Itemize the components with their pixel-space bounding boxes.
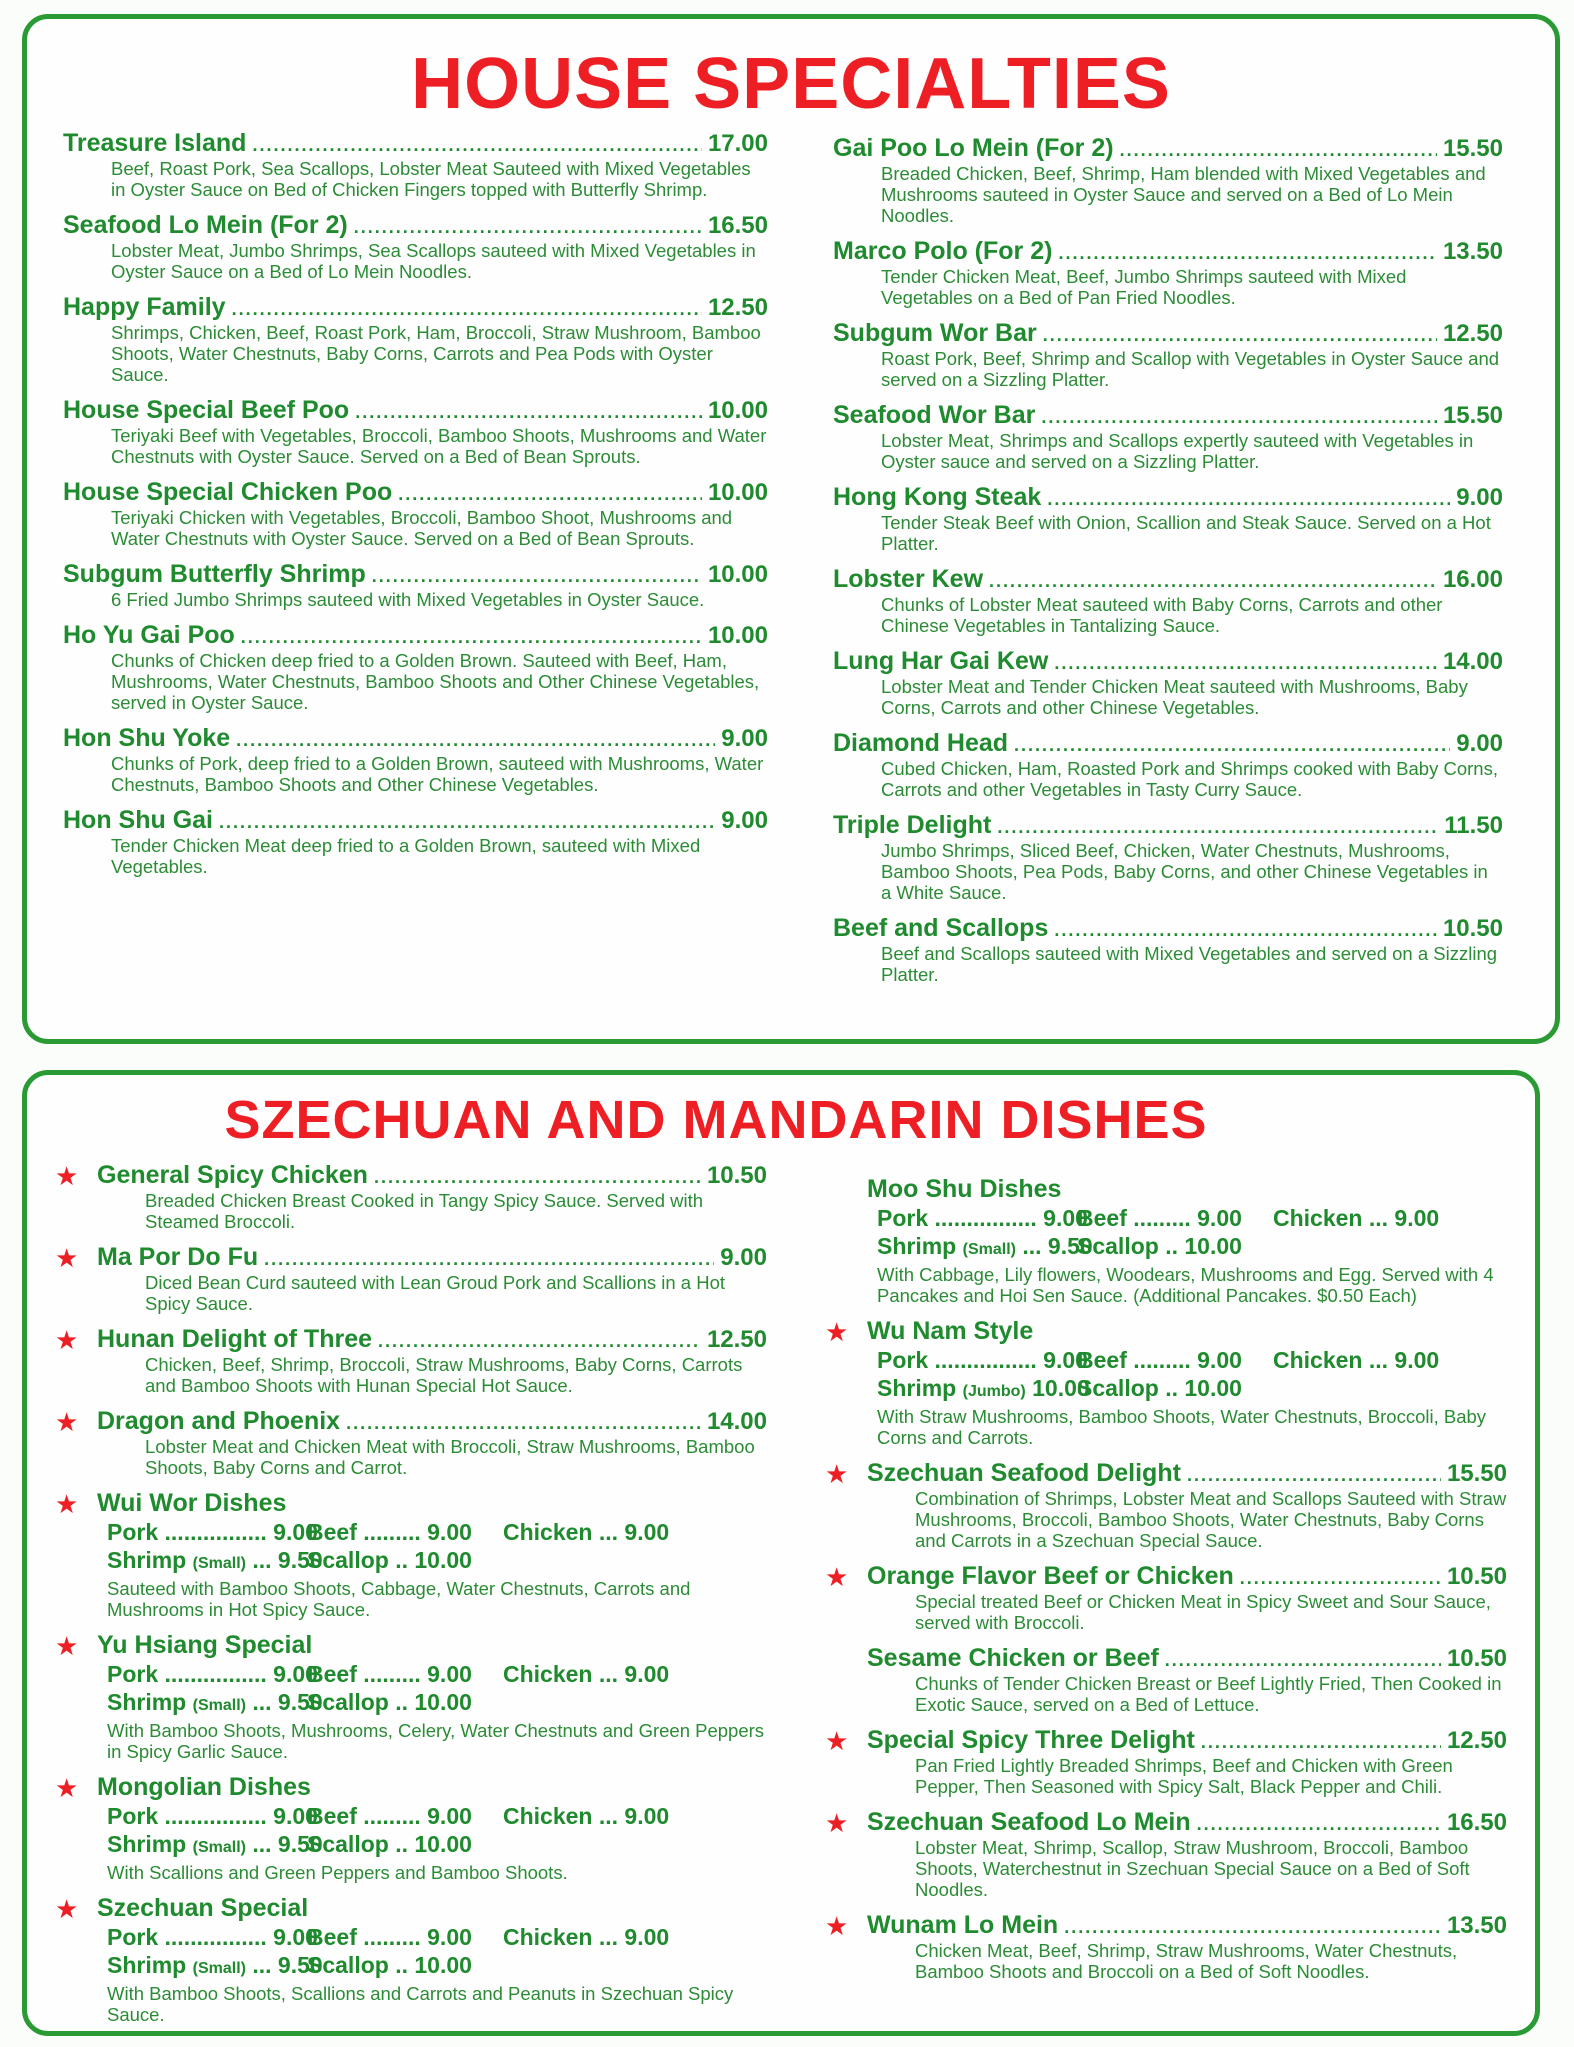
menu-item-description: Chunks of Pork, deep fried to a Golden Brown, sauteed with Mushrooms, Water Chestnuts, Bamboo Shoots and Other Chinese Vegetables. [111,753,764,795]
menu-item-header [833,914,1503,943]
shrimp-label: Shrimp [107,1547,187,1573]
price-row [107,1923,767,1951]
menu-item-price: 15.50 [1442,135,1503,162]
menu-item-header [833,729,1503,758]
menu-item-description: With Straw Mushrooms, Bamboo Shoots, Water Chestnuts, Broccoli, Baby Corns and Carrots. [877,1406,1487,1448]
menu-item-header [867,1317,1507,1346]
menu-item-description: With Bamboo Shoots, Mushrooms, Celery, Water Chestnuts and Green Peppers in Spicy Garlic Sauce. [107,1720,765,1762]
leader-dots [1041,407,1437,428]
price-shrimp [107,1951,323,1983]
menu-item-name: Ma Por Do Fu [97,1243,259,1271]
leader-dots [398,484,702,505]
shrimp-label: Shrimp [107,1952,187,1978]
menu-item-name: House Special Chicken Poo [63,478,393,506]
menu-item-price: 14.00 [706,1408,767,1435]
menu-item-name: Ho Yu Gai Poo [63,621,235,649]
price-row [107,1830,767,1862]
menu-item-description: Diced Bean Curd sauteed with Lean Groud Pork and Scallions in a Hot Spicy Sauce. [145,1272,726,1314]
menu-item-name: Sesame Chicken or Beef [867,1644,1159,1672]
menu-item-header [867,1562,1507,1591]
menu-item-header [63,724,768,753]
price-pork: Pork ................ 9.00 [107,1924,318,1950]
menu-item-name: Szechuan Special [97,1894,309,1922]
spicy-star-icon: ★ [825,1562,849,1592]
price-beef: Beef ......... 9.00 [307,1924,472,1950]
menu-item-description: 6 Fried Jumbo Shrimps sauteed with Mixed Vegetables in Oyster Sauce. [111,589,705,610]
price-beef: Beef ......... 9.00 [1077,1347,1242,1373]
leader-dots [1054,920,1437,941]
price-row [877,1374,1507,1406]
menu-item [833,647,1503,718]
leader-dots [252,135,702,156]
menu-item-name: Seafood Lo Mein (For 2) [63,211,348,239]
price-shrimp [107,1830,323,1862]
menu-item-header [867,1644,1507,1673]
price-scallop: Scallop .. 10.00 [1077,1233,1242,1259]
szechuan-title: SZECHUAN AND MANDARIN DISHES [224,1090,1208,1150]
price-pork: Pork ................ 9.00 [107,1519,318,1545]
leader-dots [378,1331,701,1352]
menu-item-header [867,1726,1507,1755]
menu-item-name: Dragon and Phoenix [97,1407,341,1435]
price-shrimp [877,1232,1093,1264]
menu-item-name: Subgum Wor Bar [833,319,1037,347]
menu-item-description: Teriyaki Beef with Vegetables, Broccoli, Bamboo Shoots, Mushrooms and Water Chestnuts with Oyster Sauce. Served on a Bed of Bean Sprouts. [111,425,767,467]
shrimp-size: (Small) [192,1697,246,1714]
house-specialties-title: HOUSE SPECIALTIES [411,44,1171,124]
spicy-star-icon: ★ [55,1407,79,1437]
menu-item-price: 12.50 [1442,320,1503,347]
menu-item-header [97,1631,767,1660]
menu-item-description: Lobster Meat and Chicken Meat with Broccoli, Straw Mushrooms, Bamboo Shoots, Baby Corns and Carrot. [145,1436,755,1478]
menu-item-name: Beef and Scallops [833,914,1049,942]
leader-dots [1047,489,1450,510]
menu-item-multi [55,1489,767,1620]
szechuan-left-column [55,1161,767,2036]
house-left-column [63,129,768,888]
price-scallop: Scallop .. 10.00 [1077,1375,1242,1401]
menu-item-name: Hon Shu Yoke [63,724,231,752]
price-beef: Beef ......... 9.00 [307,1661,472,1687]
menu-item-description: Chunks of Tender Chicken Breast or Beef Lightly Fried, Then Cooked in Exotic Sauce, served on a Bed of Lettuce. [915,1673,1502,1715]
menu-item-price: 12.50 [707,294,768,321]
price-beef: Beef ......... 9.00 [307,1519,472,1545]
menu-item-description: Tender Chicken Meat deep fried to a Golden Brown, sauteed with Mixed Vegetables. [111,835,701,877]
menu-item-name: Yu Hsiang Special [97,1631,313,1659]
szechuan-right-column [825,1175,1507,1993]
leader-dots [236,730,715,751]
menu-item [833,319,1503,390]
menu-item-name: Hon Shu Gai [63,806,213,834]
menu-item-header [97,1407,767,1436]
menu-item [833,914,1503,985]
menu-item-description: Chunks of Lobster Meat sauteed with Baby Corns, Carrots and other Chinese Vegetables in Tantalizing Sauce. [881,594,1443,636]
menu-item-header [833,565,1503,594]
menu-item-name: Wunam Lo Mein [867,1911,1059,1939]
price-row [877,1204,1507,1232]
leader-dots [1120,140,1437,161]
menu-item-description: Beef, Roast Pork, Sea Scallops, Lobster Meat Sauteed with Mixed Vegetables in Oyster Sauce on Bed of Chicken Fingers topped with Butterfly Shrimp. [111,158,751,200]
shrimp-price: 10.00 [1032,1375,1090,1401]
menu-item-price: 13.50 [1446,1912,1507,1939]
menu-item [825,1562,1507,1633]
menu-item-description: Lobster Meat, Shrimp, Scallop, Straw Mushroom, Broccoli, Bamboo Shoots, Waterchestnut in Szechuan Special Sauce on a Bed of Soft Noodles. [915,1837,1470,1900]
menu-item [833,811,1503,903]
shrimp-size: (Small) [192,1839,246,1856]
menu-item-multi [55,1773,767,1883]
shrimp-size: (Small) [192,1960,246,1977]
menu-item-name: Szechuan Seafood Lo Mein [867,1808,1191,1836]
spicy-star-icon: ★ [55,1243,79,1273]
menu-item [833,483,1503,554]
menu-item-multi [55,1631,767,1762]
shrimp-price: ... 9.50 [1022,1233,1093,1259]
price-pork: Pork ................ 9.00 [107,1803,318,1829]
shrimp-label: Shrimp [877,1375,957,1401]
spicy-star-icon: ★ [55,1773,79,1803]
menu-item-name: Gai Poo Lo Mein (For 2) [833,134,1114,162]
menu-item-price: 10.50 [706,1162,767,1189]
price-row [107,1518,767,1546]
menu-item-name: Hong Kong Steak [833,483,1042,511]
menu-item [63,211,768,282]
leader-dots [989,571,1437,592]
menu-item-name: Seafood Wor Bar [833,401,1036,429]
menu-item-description: Breaded Chicken Breast Cooked in Tangy Spicy Sauce. Served with Steamed Broccoli. [145,1190,704,1232]
menu-item-name: Lung Har Gai Kew [833,647,1049,675]
price-scallop: Scallop .. 10.00 [307,1952,472,1978]
menu-item-header [63,396,768,425]
menu-item-price: 15.50 [1446,1460,1507,1487]
price-row [877,1232,1507,1264]
spicy-star-icon: ★ [825,1808,849,1838]
shrimp-size: (Small) [192,1555,246,1572]
price-shrimp [877,1374,1090,1406]
shrimp-size: (Jumbo) [962,1383,1026,1400]
menu-item-price: 10.00 [707,397,768,424]
menu-item-price: 10.00 [707,479,768,506]
menu-item-name: Treasure Island [63,129,247,157]
menu-item [55,1243,767,1314]
menu-item-description: Jumbo Shrimps, Sliced Beef, Chicken, Water Chestnuts, Mushrooms, Bamboo Shoots, Pea Pods, Baby Corns, and other Chinese Vegetables in a White Sauce. [881,840,1488,903]
price-row [107,1688,767,1720]
leader-dots [1187,1465,1441,1486]
menu-item-price: 15.50 [1442,402,1503,429]
price-beef: Beef ......... 9.00 [307,1803,472,1829]
menu-item-description: Lobster Meat, Jumbo Shrimps, Sea Scallops sauteed with Mixed Vegetables in Oyster Sauce on a Bed of Lo Mein Noodles. [111,240,756,282]
menu-item [825,1808,1507,1900]
shrimp-price: ... 9.50 [252,1689,323,1715]
spicy-star-icon: ★ [825,1459,849,1489]
menu-item [55,1407,767,1478]
price-row [107,1660,767,1688]
menu-item-description: Tender Chicken Meat, Beef, Jumbo Shrimps sauteed with Mixed Vegetables on a Bed of Pan Fried Noodles. [881,266,1407,308]
menu-item-price: 13.50 [1442,238,1503,265]
price-pork: Pork ................ 9.00 [107,1661,318,1687]
house-right-column [833,134,1503,996]
menu-item [825,1459,1507,1551]
menu-item-name: Wu Nam Style [867,1317,1034,1345]
leader-dots [374,1167,701,1188]
menu-item [867,1644,1507,1715]
price-chicken: Chicken ... 9.00 [503,1519,670,1545]
price-chicken: Chicken ... 9.00 [1273,1347,1440,1373]
menu-item-header [97,1894,767,1923]
menu-item-price: 16.50 [1446,1809,1507,1836]
leader-dots [1165,1650,1441,1671]
menu-item-header [63,293,768,322]
spicy-star-icon: ★ [55,1489,79,1519]
shrimp-price: ... 9.50 [252,1547,323,1573]
menu-item-description: Chunks of Chicken deep fried to a Golden Brown. Sauteed with Beef, Ham, Mushrooms, Water Chestnuts, Bamboo Shoots and Other Chinese Vegetables, served in Oyster Sauce. [111,650,760,713]
menu-item-name: House Special Beef Poo [63,396,350,424]
menu-item-name: Hunan Delight of Three [97,1325,372,1353]
menu-item-header [63,560,768,589]
menu-item-name: Orange Flavor Beef or Chicken [867,1562,1234,1590]
menu-item-header [833,134,1503,163]
menu-item-header [97,1325,767,1354]
leader-dots [1043,325,1437,346]
menu-item-description: Breaded Chicken, Beef, Shrimp, Ham blended with Mixed Vegetables and Mushrooms sauteed in Oyster Sauce and served on a Bed of Lo Mein Noodles. [881,163,1486,226]
menu-item [63,293,768,385]
menu-item-header [97,1243,767,1272]
leader-dots [264,1249,714,1270]
price-beef: Beef ......... 9.00 [1077,1205,1242,1231]
menu-item-price: 17.00 [707,130,768,157]
menu-item-name: Moo Shu Dishes [867,1175,1062,1203]
menu-item-name: Mongolian Dishes [97,1773,311,1801]
menu-item [833,565,1503,636]
price-pork: Pork ................ 9.00 [877,1347,1088,1373]
price-chicken: Chicken ... 9.00 [503,1803,670,1829]
menu-item [833,134,1503,226]
menu-item-description: Cubed Chicken, Ham, Roasted Pork and Shrimps cooked with Baby Corns, Carrots and other Vegetables in Tasty Curry Sauce. [881,758,1498,800]
menu-item-price: 9.00 [721,725,768,752]
menu-item-description: Chicken, Beef, Shrimp, Broccoli, Straw Mushrooms, Baby Corns, Carrots and Bamboo Shoots with Hunan Special Hot Sauce. [145,1354,743,1396]
menu-item-description: Pan Fried Lightly Breaded Shrimps, Beef and Chicken with Green Pepper, Then Seasoned with Spicy Salt, Black Pepper and Chili. [915,1755,1453,1797]
menu-item-price: 10.50 [1446,1645,1507,1672]
shrimp-size: (Small) [962,1241,1016,1258]
menu-item-price: 10.00 [707,561,768,588]
menu-item-description: Beef and Scallops sauteed with Mixed Vegetables and served on a Sizzling Platter. [881,943,1498,985]
menu-item-price: 10.50 [1442,915,1503,942]
menu-item-description: Lobster Meat, Shrimps and Scallops expertly sauteed with Vegetables in Oyster sauce and served on a Sizzling Platter. [881,430,1474,472]
menu-item-price: 14.00 [1442,648,1503,675]
leader-dots [372,566,702,587]
menu-item-name: Special Spicy Three Delight [867,1726,1195,1754]
price-row [107,1546,767,1578]
price-row [877,1346,1507,1374]
menu-item-name: Lobster Kew [833,565,984,593]
menu-item-name: Szechuan Seafood Delight [867,1459,1181,1487]
shrimp-price: ... 9.50 [252,1831,323,1857]
menu-item-price: 11.50 [1444,812,1503,839]
menu-item-description: Chicken Meat, Beef, Shrimp, Straw Mushrooms, Water Chestnuts, Bamboo Shoots and Broccoli on a Bed of Soft Noodles. [915,1940,1458,1982]
menu-item-header [97,1161,767,1190]
menu-item-header [63,129,768,158]
leader-dots [232,299,702,320]
leader-dots [219,812,715,833]
menu-item-name: Marco Polo (For 2) [833,237,1053,265]
price-chicken: Chicken ... 9.00 [503,1924,670,1950]
menu-item-header [833,483,1503,512]
menu-item-name: Wui Wor Dishes [97,1489,287,1517]
menu-item-header [833,401,1503,430]
spicy-star-icon: ★ [55,1631,79,1661]
menu-item-header [867,1911,1507,1940]
menu-item-description: With Bamboo Shoots, Scallions and Carrots and Peanuts in Szechuan Spicy Sauce. [107,1983,734,2025]
shrimp-price: ... 9.50 [252,1952,323,1978]
shrimp-label: Shrimp [877,1233,957,1259]
menu-item-price: 16.00 [1442,566,1503,593]
leader-dots [1064,1917,1441,1938]
menu-item-description: Special treated Beef or Chicken Meat in Spicy Sweet and Sour Sauce, served with Broccoli. [915,1591,1491,1633]
menu-item-header [63,211,768,240]
leader-dots [1201,1732,1441,1753]
leader-dots [1240,1568,1441,1589]
menu-item-description: Sauteed with Bamboo Shoots, Cabbage, Water Chestnuts, Carrots and Mushrooms in Hot Spicy Sauce. [107,1578,691,1620]
menu-item-description: Tender Steak Beef with Onion, Scallion and Steak Sauce. Served on a Hot Platter. [881,512,1491,554]
menu-item-price: 9.00 [1456,484,1503,511]
price-row [107,1802,767,1830]
menu-item [55,1161,767,1232]
spicy-star-icon: ★ [825,1726,849,1756]
menu-item-header [833,647,1503,676]
menu-item [63,621,768,713]
price-scallop: Scallop .. 10.00 [307,1547,472,1573]
price-row [107,1951,767,1983]
menu-item-description: Teriyaki Chicken with Vegetables, Broccoli, Bamboo Shoot, Mushrooms and Water Chestnuts with Oyster Sauce. Served on a Bed of Bean Sprouts. [111,507,733,549]
menu-item-price: 9.00 [1456,730,1503,757]
menu-item [63,724,768,795]
menu-item-multi [867,1175,1507,1306]
price-pork: Pork ................ 9.00 [877,1205,1088,1231]
menu-item-header [833,811,1503,840]
menu-item-header [867,1459,1507,1488]
menu-item [63,806,768,877]
menu-item-multi [55,1894,767,2025]
leader-dots [997,817,1438,838]
spicy-star-icon: ★ [55,1161,79,1191]
menu-item-header [833,319,1503,348]
leader-dots [1014,735,1450,756]
menu-item-description: With Scallions and Green Peppers and Bamboo Shoots. [107,1862,568,1883]
house-specialties-panel [22,14,1560,1044]
menu-item-header [63,621,768,650]
leader-dots [1054,653,1437,674]
menu-item-name: Happy Family [63,293,226,321]
menu-item [833,401,1503,472]
leader-dots [346,1413,701,1434]
spicy-star-icon: ★ [55,1894,79,1924]
menu-item [63,560,768,610]
price-chicken: Chicken ... 9.00 [503,1661,670,1687]
spicy-star-icon: ★ [825,1911,849,1941]
menu-item-price: 12.50 [1446,1727,1507,1754]
menu-item-header [63,478,768,507]
menu-item-price: 9.00 [720,1244,767,1271]
menu-item-description: Lobster Meat and Tender Chicken Meat sauteed with Mushrooms, Baby Corns, Carrots and other Chinese Vegetables. [881,676,1468,718]
menu-item-header [867,1808,1507,1837]
menu-item-header [867,1175,1507,1204]
menu-item-name: Subgum Butterfly Shrimp [63,560,366,588]
menu-item-header [97,1489,767,1518]
menu-item-description: Combination of Shrimps, Lobster Meat and Scallops Sauteed with Straw Mushrooms, Broccoli, Bamboo Shoots, Water Chestnuts, Baby Corns and Carrots in a Szechuan Special Sauce. [915,1488,1507,1551]
menu-item [825,1911,1507,1982]
szechuan-panel [22,1070,1540,2036]
menu-item-price: 10.50 [1446,1563,1507,1590]
leader-dots [1058,243,1436,264]
price-scallop: Scallop .. 10.00 [307,1831,472,1857]
menu-item-name: Diamond Head [833,729,1009,757]
menu-item [833,729,1503,800]
menu-item-header [97,1773,767,1802]
price-scallop: Scallop .. 10.00 [307,1689,472,1715]
menu-item [55,1325,767,1396]
menu-item-multi [825,1317,1507,1448]
menu-item [63,396,768,467]
leader-dots [354,217,702,238]
menu-item-header [63,806,768,835]
leader-dots [241,627,702,648]
menu-item-name: Triple Delight [833,811,992,839]
menu-item [63,478,768,549]
leader-dots [355,402,702,423]
menu-item-price: 16.50 [707,212,768,239]
menu-item-header [833,237,1503,266]
menu-item-description: Shrimps, Chicken, Beef, Roast Pork, Ham, Broccoli, Straw Mushroom, Bamboo Shoots, Water Chestnuts, Baby Corns, Carrots and Pea Pods with Oyster Sauce. [111,322,761,385]
menu-item [825,1726,1507,1797]
shrimp-label: Shrimp [107,1689,187,1715]
price-shrimp [107,1546,323,1578]
menu-item-price: 12.50 [706,1326,767,1353]
menu-item-name: General Spicy Chicken [97,1161,368,1189]
shrimp-label: Shrimp [107,1831,187,1857]
menu-item-description: With Cabbage, Lily flowers, Woodears, Mushrooms and Egg. Served with 4 Pancakes and Hoi Sen Sauce. (Additional Pancakes. $0.50 Each) [877,1264,1494,1306]
spicy-star-icon: ★ [55,1325,79,1355]
menu-item-price: 10.00 [707,622,768,649]
leader-dots [1197,1814,1441,1835]
spicy-star-icon: ★ [825,1317,849,1347]
menu-item-price: 9.00 [721,807,768,834]
price-shrimp [107,1688,323,1720]
price-chicken: Chicken ... 9.00 [1273,1205,1440,1231]
menu-item-description: Roast Pork, Beef, Shrimp and Scallop with Vegetables in Oyster Sauce and served on a Sizzling Platter. [881,348,1500,390]
menu-item [833,237,1503,308]
menu-item [63,129,768,200]
